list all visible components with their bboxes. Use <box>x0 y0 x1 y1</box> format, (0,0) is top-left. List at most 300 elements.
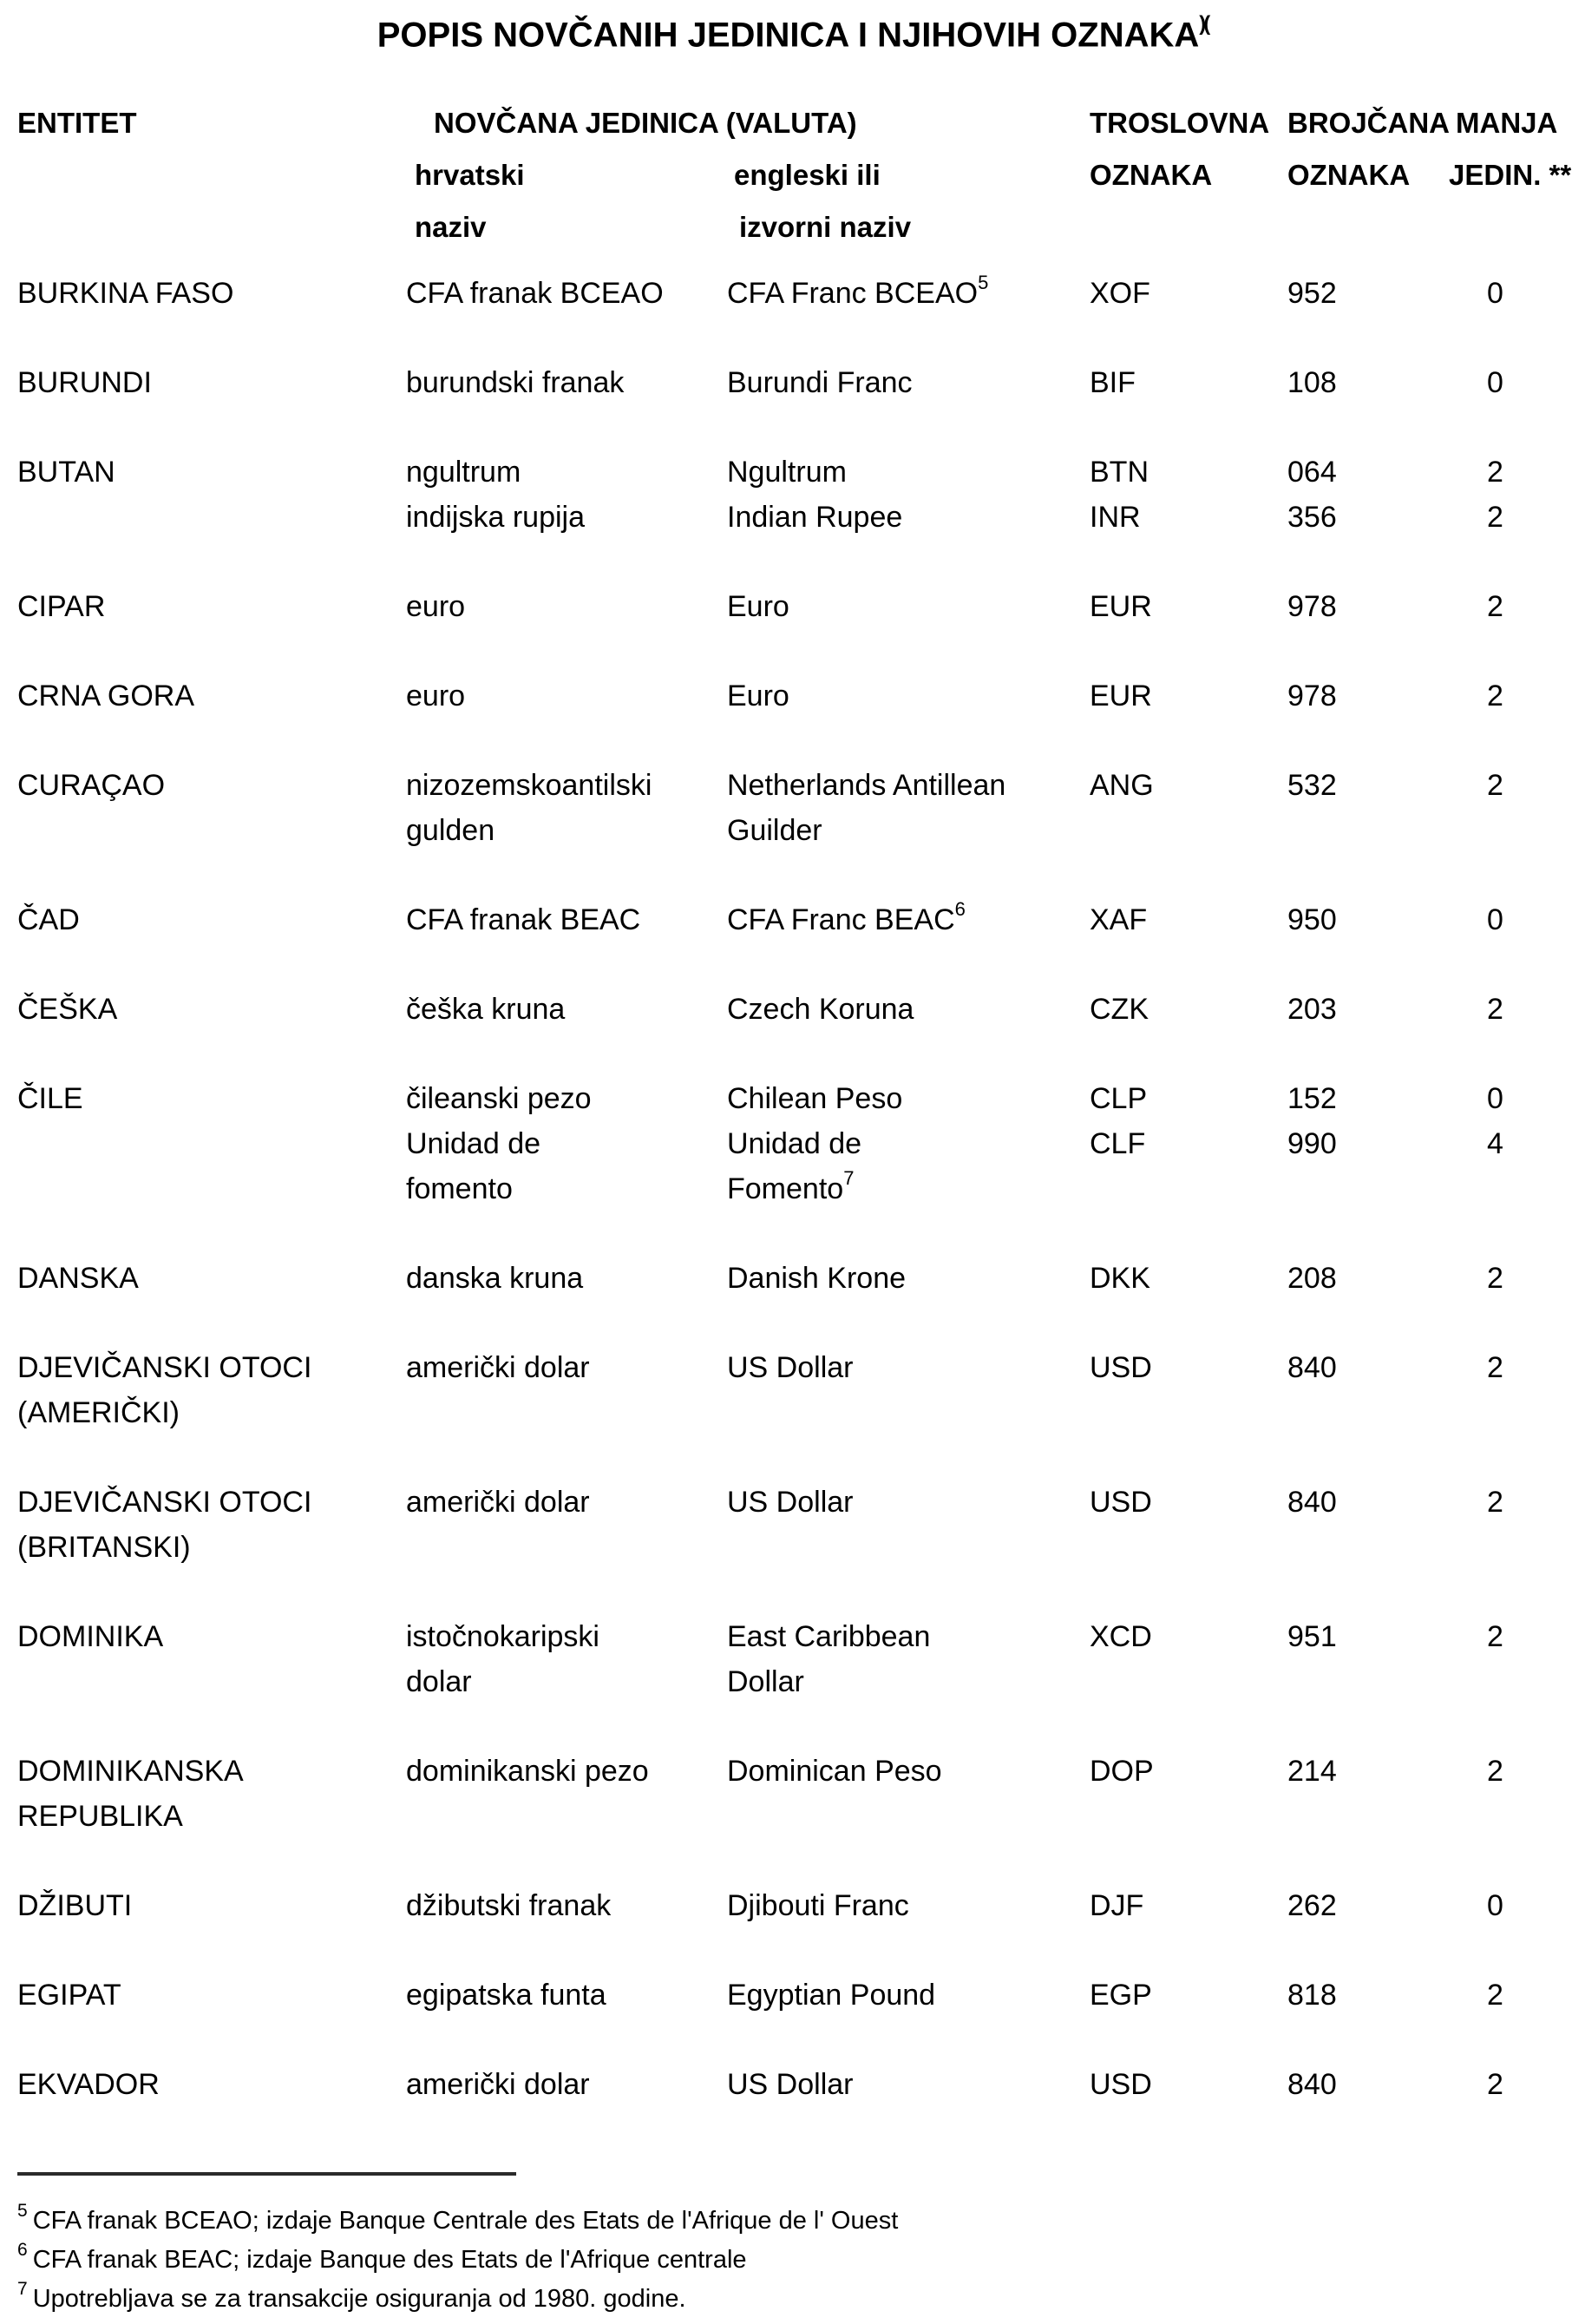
alphabetic-code-line <box>1090 1883 1287 1928</box>
english-currency-name-text: Indian Rupee <box>727 501 903 534</box>
entity-name-line <box>17 1883 406 1928</box>
alphabetic-code-text: EUR <box>1090 679 1152 712</box>
alphabetic-code-cell <box>1090 450 1287 540</box>
numeric-code-text: 990 <box>1287 1127 1337 1160</box>
croatian-currency-name-cell <box>406 450 727 540</box>
minor-unit-text: 2 <box>1487 456 1503 489</box>
croatian-currency-name-line <box>406 271 727 316</box>
alphabetic-code-line <box>1090 1076 1287 1121</box>
alphabetic-code-text: EUR <box>1090 590 1152 623</box>
croatian-currency-name-line <box>406 1659 727 1704</box>
footnote-reference-marker: 5 <box>978 271 989 293</box>
entity-name-text: BURKINA FASO <box>17 277 234 310</box>
croatian-currency-name-line <box>406 808 727 853</box>
footnotes-section <box>17 2172 898 2319</box>
footnote-6-marker: 6 <box>17 2240 28 2261</box>
croatian-currency-name-line <box>406 1345 727 1390</box>
english-currency-name-cell <box>727 673 1090 719</box>
entity-name-line <box>17 1525 406 1570</box>
croatian-currency-name-cell <box>406 1480 727 1570</box>
alphabetic-code-cell <box>1090 1076 1287 1211</box>
minor-unit-cell <box>1444 1345 1585 1435</box>
english-currency-name-text: Czech Koruna <box>727 993 914 1026</box>
footnote-reference-marker: 7 <box>843 1166 855 1189</box>
entity-name-text: BUTAN <box>17 456 115 489</box>
table-row <box>0 271 1585 316</box>
alphabetic-code-line <box>1090 584 1287 629</box>
numeric-code-cell <box>1287 673 1444 719</box>
minor-unit-cell <box>1444 1614 1585 1704</box>
croatian-currency-name-text: džibutski franak <box>406 1889 612 1922</box>
alphabetic-code-line <box>1090 1345 1287 1390</box>
minor-unit-line <box>1444 1614 1585 1659</box>
numeric-code-cell <box>1287 2062 1444 2107</box>
numeric-code-cell <box>1287 1614 1444 1704</box>
footnote-reference-marker: 6 <box>954 897 966 920</box>
numeric-code-cell <box>1287 1973 1444 2018</box>
minor-unit-text: 0 <box>1487 1082 1503 1115</box>
alphabetic-code-line <box>1090 271 1287 316</box>
footnote-5-text: CFA franak BCEAO; izdaje Banque Centrale des Etats de l'Afrique de l' Ouest <box>32 2207 899 2235</box>
numeric-code-line <box>1287 1883 1444 1928</box>
numeric-code-cell <box>1287 1883 1444 1928</box>
numeric-code-cell <box>1287 1076 1444 1211</box>
header-num-code-line1: BROJČANA <box>1287 107 1451 139</box>
english-currency-name-text: Dollar <box>727 1665 804 1698</box>
english-currency-name-line <box>727 584 1090 629</box>
croatian-currency-name-line <box>406 673 727 719</box>
entity-name-text: ČEŠKA <box>17 993 118 1026</box>
entity-name-text: DJEVIČANSKI OTOCI <box>17 1486 312 1519</box>
croatian-currency-name-line <box>406 1076 727 1121</box>
footnote-5-marker: 5 <box>17 2201 28 2222</box>
numeric-code-line <box>1287 2062 1444 2107</box>
croatian-currency-name-cell <box>406 271 727 316</box>
entity-name-text: CURAÇAO <box>17 769 166 802</box>
english-currency-name-line <box>727 1659 1090 1704</box>
numeric-code-text: 818 <box>1287 1979 1337 2012</box>
english-currency-name-line <box>727 450 1090 495</box>
minor-unit-line <box>1444 495 1585 540</box>
numeric-code-cell <box>1287 987 1444 1032</box>
numeric-code-line <box>1287 897 1444 942</box>
numeric-code-text: 214 <box>1287 1755 1337 1788</box>
minor-unit-cell <box>1444 763 1585 853</box>
croatian-currency-name-line <box>406 1973 727 2018</box>
alphabetic-code-cell <box>1090 2062 1287 2107</box>
alphabetic-code-text: DOP <box>1090 1755 1154 1788</box>
minor-unit-cell <box>1444 1256 1585 1301</box>
table-row <box>0 897 1585 942</box>
croatian-currency-name-cell <box>406 1973 727 2018</box>
alphabetic-code-line <box>1090 1256 1287 1301</box>
numeric-code-text: 152 <box>1287 1082 1337 1115</box>
numeric-code-line <box>1287 763 1444 808</box>
english-currency-name-line <box>727 808 1090 853</box>
table-row <box>0 987 1585 1032</box>
croatian-currency-name-text: američki dolar <box>406 1486 590 1519</box>
english-currency-name-cell <box>727 450 1090 540</box>
numeric-code-text: 203 <box>1287 993 1337 1026</box>
alphabetic-code-line <box>1090 1121 1287 1166</box>
croatian-currency-name-text: euro <box>406 679 466 712</box>
croatian-currency-name-text: egipatska funta <box>406 1979 606 2012</box>
entity-name-cell <box>17 897 406 942</box>
croatian-currency-name-text: CFA franak BEAC <box>406 903 641 936</box>
croatian-currency-name-cell <box>406 1614 727 1704</box>
english-currency-name-cell <box>727 360 1090 405</box>
english-currency-name-text: Guilder <box>727 814 822 847</box>
english-currency-name-cell <box>727 1076 1090 1211</box>
header-minor-line2: JEDIN. ** <box>1449 159 1572 191</box>
alphabetic-code-line <box>1090 897 1287 942</box>
entity-name-line <box>17 1480 406 1525</box>
numeric-code-text: 840 <box>1287 1351 1337 1384</box>
footnote-7 <box>17 2280 898 2319</box>
croatian-currency-name-line <box>406 1883 727 1928</box>
minor-unit-line <box>1444 1749 1585 1794</box>
alphabetic-code-cell <box>1090 897 1287 942</box>
croatian-currency-name-text: CFA franak BCEAO <box>406 277 664 310</box>
minor-unit-text: 2 <box>1487 590 1503 623</box>
header-english-line1: engleski ili <box>734 159 881 191</box>
numeric-code-line <box>1287 1749 1444 1794</box>
croatian-currency-name-line <box>406 2062 727 2107</box>
alphabetic-code-cell <box>1090 673 1287 719</box>
croatian-currency-name-text: euro <box>406 590 466 623</box>
minor-unit-text: 0 <box>1487 1889 1503 1922</box>
entity-name-text: (AMERIČKI) <box>17 1396 180 1429</box>
entity-name-line <box>17 987 406 1032</box>
numeric-code-cell <box>1287 897 1444 942</box>
entity-name-text: EKVADOR <box>17 2068 160 2101</box>
croatian-currency-name-text: češka kruna <box>406 993 566 1026</box>
alphabetic-code-cell <box>1090 1883 1287 1928</box>
numeric-code-text: 840 <box>1287 1486 1337 1519</box>
minor-unit-line <box>1444 1256 1585 1301</box>
croatian-currency-name-line <box>406 1749 727 1794</box>
croatian-currency-name-cell <box>406 1345 727 1435</box>
numeric-code-cell <box>1287 1749 1444 1839</box>
entity-name-text: DANSKA <box>17 1262 139 1295</box>
numeric-code-text: 978 <box>1287 679 1337 712</box>
english-currency-name-line <box>727 763 1090 808</box>
croatian-currency-name-line <box>406 763 727 808</box>
croatian-currency-name-text: Unidad de <box>406 1127 541 1160</box>
numeric-code-text: 064 <box>1287 456 1337 489</box>
english-currency-name-text: Djibouti Franc <box>727 1889 909 1922</box>
alphabetic-code-text: CLP <box>1090 1082 1148 1115</box>
entity-name-line <box>17 584 406 629</box>
numeric-code-line <box>1287 1480 1444 1525</box>
alphabetic-code-cell <box>1090 360 1287 405</box>
minor-unit-text: 0 <box>1487 277 1503 310</box>
header-currency: NOVČANA JEDINICA (VALUTA) <box>434 107 857 139</box>
english-currency-name-line <box>727 1749 1090 1794</box>
minor-unit-cell <box>1444 1076 1585 1211</box>
croatian-currency-name-text: čileanski pezo <box>406 1082 592 1115</box>
english-currency-name-line <box>727 1121 1090 1166</box>
english-currency-name-line <box>727 1973 1090 2018</box>
numeric-code-line <box>1287 987 1444 1032</box>
entity-name-text: DŽIBUTI <box>17 1889 133 1922</box>
alphabetic-code-text: EGP <box>1090 1979 1152 2012</box>
english-currency-name-line <box>727 1345 1090 1390</box>
header-croatian-line2: naziv <box>415 211 487 243</box>
alphabetic-code-text: DJF <box>1090 1889 1144 1922</box>
numeric-code-cell <box>1287 360 1444 405</box>
table-row <box>0 1749 1585 1839</box>
minor-unit-text: 2 <box>1487 1755 1503 1788</box>
footnote-6-text: CFA franak BEAC; izdaje Banque des Etats de l'Afrique centrale <box>32 2246 747 2274</box>
entity-name-cell <box>17 1614 406 1704</box>
entity-name-cell <box>17 1883 406 1928</box>
minor-unit-text: 0 <box>1487 903 1503 936</box>
english-currency-name-text: Fomento <box>727 1172 844 1205</box>
minor-unit-text: 2 <box>1487 679 1503 712</box>
entity-name-cell <box>17 1256 406 1301</box>
english-currency-name-line <box>727 1256 1090 1301</box>
english-currency-name-line <box>727 1480 1090 1525</box>
english-currency-name-line <box>727 2062 1090 2107</box>
croatian-currency-name-cell <box>406 673 727 719</box>
english-currency-name-text: US Dollar <box>727 1351 854 1384</box>
entity-name-cell <box>17 1480 406 1570</box>
croatian-currency-name-line <box>406 450 727 495</box>
minor-unit-text: 4 <box>1487 1127 1503 1160</box>
numeric-code-text: 262 <box>1287 1889 1337 1922</box>
entity-name-line <box>17 271 406 316</box>
header-croatian-line1: hrvatski <box>415 159 525 191</box>
entity-name-line <box>17 763 406 808</box>
alphabetic-code-text: BTN <box>1090 456 1149 489</box>
english-currency-name-cell <box>727 1256 1090 1301</box>
alphabetic-code-text: USD <box>1090 1351 1152 1384</box>
croatian-currency-name-text: istočnokaripski <box>406 1620 599 1653</box>
numeric-code-cell <box>1287 1256 1444 1301</box>
croatian-currency-name-line <box>406 897 727 942</box>
english-currency-name-text: Chilean Peso <box>727 1082 903 1115</box>
entity-name-line <box>17 1614 406 1659</box>
minor-unit-text: 0 <box>1487 366 1503 399</box>
croatian-currency-name-line <box>406 1480 727 1525</box>
page-title-text: POPIS NOVČANIH JEDINICA I NJIHOVIH OZNAKA <box>377 16 1200 55</box>
table-row <box>0 1973 1585 2018</box>
english-currency-name-cell <box>727 2062 1090 2107</box>
minor-unit-line <box>1444 450 1585 495</box>
header-alpha-code-line2: OZNAKA <box>1090 159 1213 191</box>
table-row <box>0 450 1585 540</box>
minor-unit-line <box>1444 1076 1585 1121</box>
minor-unit-cell <box>1444 1749 1585 1839</box>
alphabetic-code-text: INR <box>1090 501 1141 534</box>
entity-name-line <box>17 1973 406 2018</box>
numeric-code-line <box>1287 584 1444 629</box>
entity-name-cell <box>17 360 406 405</box>
table-row <box>0 584 1585 629</box>
alphabetic-code-cell <box>1090 1256 1287 1301</box>
croatian-currency-name-line <box>406 1256 727 1301</box>
croatian-currency-name-line <box>406 1166 727 1211</box>
english-currency-name-cell <box>727 1883 1090 1928</box>
entity-name-cell <box>17 987 406 1032</box>
croatian-currency-name-cell <box>406 1256 727 1301</box>
croatian-currency-name-text: ngultrum <box>406 456 521 489</box>
croatian-currency-name-text: američki dolar <box>406 2068 590 2101</box>
table-row <box>0 673 1585 719</box>
page-title <box>0 7 1585 56</box>
numeric-code-text: 840 <box>1287 2068 1337 2101</box>
table-row <box>0 1480 1585 1570</box>
alphabetic-code-cell <box>1090 584 1287 629</box>
alphabetic-code-line <box>1090 450 1287 495</box>
minor-unit-text: 2 <box>1487 1620 1503 1653</box>
entity-name-line <box>17 1076 406 1121</box>
numeric-code-cell <box>1287 450 1444 540</box>
alphabetic-code-cell <box>1090 1749 1287 1839</box>
entity-name-cell <box>17 450 406 540</box>
croatian-currency-name-cell <box>406 1749 727 1839</box>
entity-name-cell <box>17 271 406 316</box>
english-currency-name-cell <box>727 1749 1090 1839</box>
minor-unit-cell <box>1444 360 1585 405</box>
english-currency-name-cell <box>727 763 1090 853</box>
title-footnote-marker: )( <box>1199 12 1208 36</box>
entity-name-text: EGIPAT <box>17 1979 121 2012</box>
croatian-currency-name-cell <box>406 897 727 942</box>
minor-unit-cell <box>1444 897 1585 942</box>
header-entity: ENTITET <box>17 107 137 139</box>
alphabetic-code-line <box>1090 2062 1287 2107</box>
table-row <box>0 1883 1585 1928</box>
minor-unit-line <box>1444 360 1585 405</box>
entity-name-line <box>17 1345 406 1390</box>
english-currency-name-text: Egyptian Pound <box>727 1979 936 2012</box>
croatian-currency-name-cell <box>406 1883 727 1928</box>
croatian-currency-name-line <box>406 987 727 1032</box>
english-currency-name-line <box>727 495 1090 540</box>
minor-unit-text: 2 <box>1487 993 1503 1026</box>
numeric-code-line <box>1287 1121 1444 1166</box>
minor-unit-cell <box>1444 2062 1585 2107</box>
croatian-currency-name-line <box>406 360 727 405</box>
english-currency-name-text: Netherlands Antillean <box>727 769 1006 802</box>
english-currency-name-text: Danish Krone <box>727 1262 907 1295</box>
minor-unit-line <box>1444 2062 1585 2107</box>
croatian-currency-name-text: burundski franak <box>406 366 625 399</box>
numeric-code-line <box>1287 450 1444 495</box>
entity-name-text: DJEVIČANSKI OTOCI <box>17 1351 312 1384</box>
entity-name-cell <box>17 673 406 719</box>
entity-name-cell <box>17 1076 406 1211</box>
table-row <box>0 360 1585 405</box>
alphabetic-code-cell <box>1090 1345 1287 1435</box>
numeric-code-text: 952 <box>1287 277 1337 310</box>
minor-unit-cell <box>1444 1973 1585 2018</box>
english-currency-name-text: Ngultrum <box>727 456 847 489</box>
croatian-currency-name-text: danska kruna <box>406 1262 584 1295</box>
english-currency-name-text: CFA Franc BEAC <box>727 903 955 936</box>
alphabetic-code-line <box>1090 495 1287 540</box>
croatian-currency-name-line <box>406 1121 727 1166</box>
minor-unit-line <box>1444 584 1585 629</box>
minor-unit-line <box>1444 987 1585 1032</box>
minor-unit-text: 2 <box>1487 1486 1503 1519</box>
footnote-7-text: Upotrebljava se za transakcije osiguranja od 1980. godine. <box>32 2285 686 2313</box>
minor-unit-cell <box>1444 673 1585 719</box>
table-row <box>0 2062 1585 2107</box>
numeric-code-text: 532 <box>1287 769 1337 802</box>
table-row <box>0 763 1585 853</box>
croatian-currency-name-cell <box>406 360 727 405</box>
header-alpha-code-line1: TROSLOVNA <box>1090 107 1270 139</box>
minor-unit-line <box>1444 1345 1585 1390</box>
english-currency-name-line <box>727 897 1090 942</box>
minor-unit-line <box>1444 1973 1585 2018</box>
header-num-code-line2: OZNAKA <box>1287 159 1411 191</box>
alphabetic-code-text: XOF <box>1090 277 1150 310</box>
minor-unit-cell <box>1444 987 1585 1032</box>
numeric-code-text: 950 <box>1287 903 1337 936</box>
alphabetic-code-line <box>1090 987 1287 1032</box>
entity-name-cell <box>17 1973 406 2018</box>
entity-name-line <box>17 897 406 942</box>
alphabetic-code-text: DKK <box>1090 1262 1150 1295</box>
croatian-currency-name-cell <box>406 987 727 1032</box>
minor-unit-text: 2 <box>1487 1351 1503 1384</box>
english-currency-name-text: Euro <box>727 679 789 712</box>
entity-name-text: DOMINIKANSKA <box>17 1755 244 1788</box>
numeric-code-cell <box>1287 1345 1444 1435</box>
minor-unit-line <box>1444 897 1585 942</box>
alphabetic-code-text: BIF <box>1090 366 1136 399</box>
header-english-line2: izvorni naziv <box>739 211 912 243</box>
entity-name-line <box>17 673 406 719</box>
alphabetic-code-cell <box>1090 1480 1287 1570</box>
header-minor-line1: MANJA <box>1456 107 1558 139</box>
numeric-code-text: 978 <box>1287 590 1337 623</box>
english-currency-name-text: Unidad de <box>727 1127 862 1160</box>
minor-unit-line <box>1444 673 1585 719</box>
english-currency-name-line <box>727 360 1090 405</box>
alphabetic-code-line <box>1090 673 1287 719</box>
entity-name-text: ČILE <box>17 1082 83 1115</box>
numeric-code-cell <box>1287 1480 1444 1570</box>
minor-unit-line <box>1444 1480 1585 1525</box>
numeric-code-cell <box>1287 271 1444 316</box>
english-currency-name-text: Burundi Franc <box>727 366 913 399</box>
alphabetic-code-text: USD <box>1090 1486 1152 1519</box>
alphabetic-code-cell <box>1090 763 1287 853</box>
english-currency-name-text: East Caribbean <box>727 1620 931 1653</box>
english-currency-name-cell <box>727 1973 1090 2018</box>
english-currency-name-text: US Dollar <box>727 1486 854 1519</box>
minor-unit-cell <box>1444 584 1585 629</box>
minor-unit-cell <box>1444 1883 1585 1928</box>
numeric-code-line <box>1287 1256 1444 1301</box>
minor-unit-line <box>1444 763 1585 808</box>
minor-unit-cell <box>1444 450 1585 540</box>
english-currency-name-cell <box>727 1614 1090 1704</box>
alphabetic-code-text: XCD <box>1090 1620 1152 1653</box>
english-currency-name-cell <box>727 584 1090 629</box>
croatian-currency-name-cell <box>406 1076 727 1211</box>
croatian-currency-name-cell <box>406 763 727 853</box>
entity-name-cell <box>17 1345 406 1435</box>
alphabetic-code-text: CZK <box>1090 993 1149 1026</box>
english-currency-name-cell <box>727 1345 1090 1435</box>
currency-table <box>0 271 1585 2151</box>
